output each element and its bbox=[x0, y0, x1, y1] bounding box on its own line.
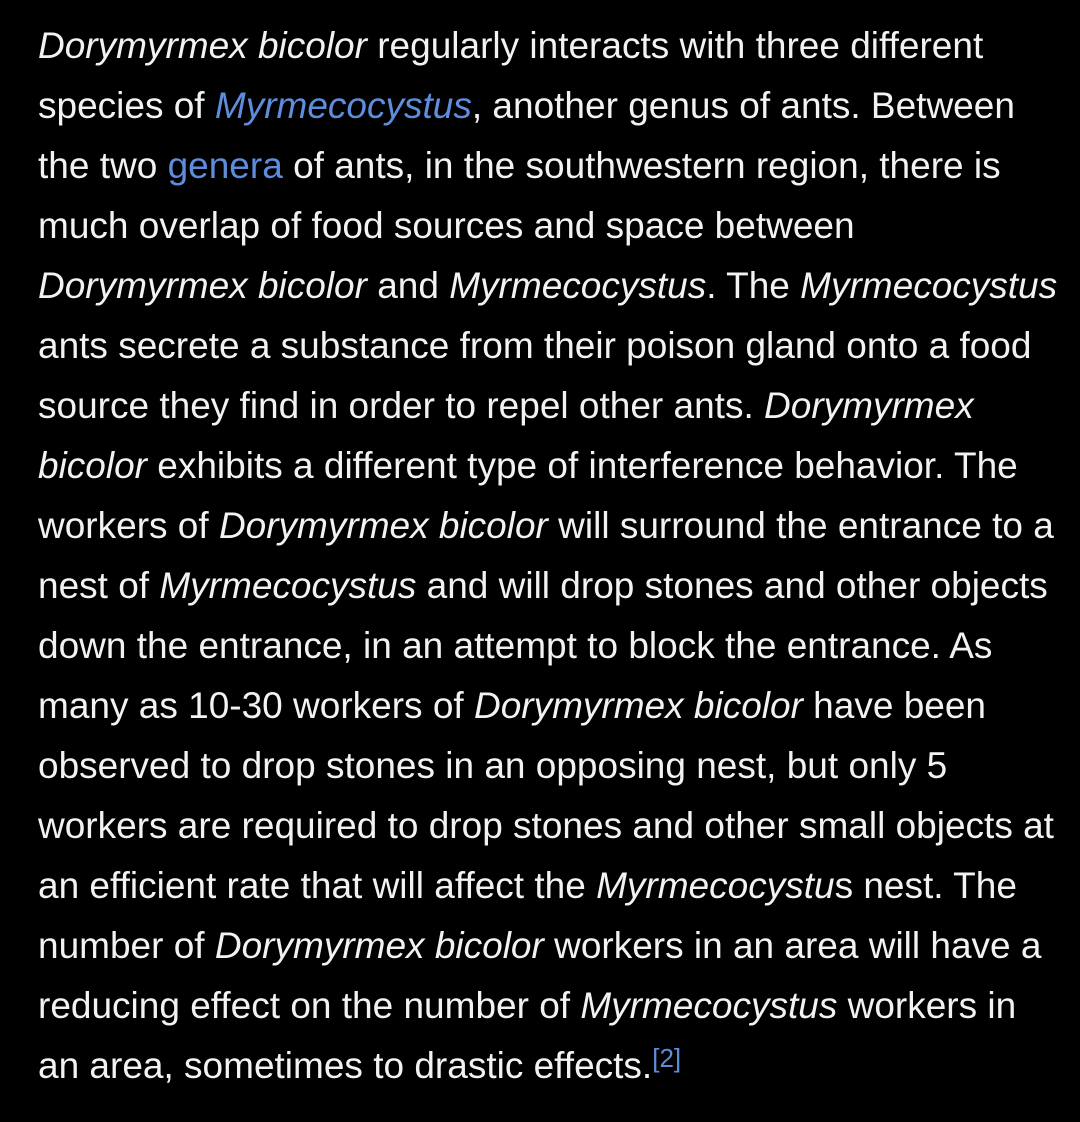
text-segment: nest of bbox=[38, 565, 160, 606]
reference-2-link[interactable]: [2] bbox=[652, 1043, 682, 1073]
text-segment: much overlap of food sources and space between bbox=[38, 205, 855, 246]
species-name: Myrmecocystu bbox=[596, 865, 835, 906]
species-name: Dorymyrmex bicolor bbox=[214, 925, 544, 966]
species-name: Dorymyrmex bicolor bbox=[473, 685, 803, 726]
text-line bbox=[38, 196, 1050, 256]
text-segment: of ants, in the southwestern region, there is bbox=[282, 145, 1001, 186]
text-line bbox=[38, 976, 1050, 1036]
species-name: Myrmecocystus bbox=[159, 565, 417, 606]
text-line bbox=[38, 16, 1050, 76]
text-line bbox=[38, 316, 1050, 376]
text-line bbox=[38, 616, 1050, 676]
text-line bbox=[38, 556, 1050, 616]
text-segment: . The bbox=[706, 265, 801, 306]
text-line bbox=[38, 376, 1050, 436]
text-segment: number of bbox=[38, 925, 215, 966]
text-segment: workers in bbox=[837, 985, 1017, 1026]
text-line bbox=[38, 76, 1050, 136]
text-segment: reducing effect on the number of bbox=[38, 985, 581, 1026]
text-segment: exhibits a different type of interference behavior. The bbox=[147, 445, 1018, 486]
species-name: Myrmecocystus bbox=[800, 265, 1058, 306]
species-name: Myrmecocystus bbox=[580, 985, 838, 1026]
text-segment: s nest. The bbox=[834, 865, 1017, 906]
text-segment: and bbox=[366, 265, 450, 306]
species-name: Myrmecocystus bbox=[449, 265, 707, 306]
text-segment: workers of bbox=[38, 505, 219, 546]
species-name: Dorymyrmex bicolor bbox=[218, 505, 548, 546]
text-line bbox=[38, 916, 1050, 976]
text-segment: workers are required to drop stones and other small objects at bbox=[38, 805, 1054, 846]
text-line bbox=[38, 796, 1054, 856]
text-segment: down the entrance, in an attempt to block the entrance. As bbox=[38, 625, 993, 666]
text-line bbox=[38, 436, 1050, 496]
text-segment: an area, sometimes to drastic effects. bbox=[38, 1045, 653, 1086]
species-name: Dorymyrmex bicolor bbox=[38, 25, 367, 66]
text-line bbox=[38, 256, 1058, 316]
text-segment: observed to drop stones in an opposing nest, but only 5 bbox=[38, 745, 948, 786]
text-segment: ants secrete a substance from their poison gland onto a food bbox=[38, 325, 1032, 366]
text-segment: , another genus of ants. Between bbox=[471, 85, 1015, 126]
text-line bbox=[38, 496, 1054, 556]
genera-link[interactable]: genera bbox=[167, 145, 283, 186]
text-line bbox=[38, 136, 1050, 196]
text-segment: regularly interacts with three different bbox=[366, 25, 984, 66]
species-name: Dorymyrmex bicolor bbox=[38, 265, 367, 306]
text-segment: and will drop stones and other objects bbox=[416, 565, 1048, 606]
text-segment: have been bbox=[802, 685, 987, 726]
text-line bbox=[38, 856, 1050, 916]
text-line bbox=[38, 676, 1050, 736]
species-name: bicolor bbox=[38, 445, 147, 486]
species-name: Dorymyrmex bbox=[764, 385, 974, 426]
text-segment: workers in an area will have a bbox=[543, 925, 1042, 966]
text-segment: an efficient rate that will affect the bbox=[38, 865, 597, 906]
text-segment: the two bbox=[38, 145, 168, 186]
myrmecocystus-link[interactable]: Myrmecocystus bbox=[214, 85, 472, 126]
text-segment: source they find in order to repel other ants. bbox=[38, 385, 765, 426]
text-segment: many as 10-30 workers of bbox=[38, 685, 474, 726]
text-segment: will surround the entrance to a bbox=[547, 505, 1054, 546]
text-segment: species of bbox=[38, 85, 215, 126]
text-line bbox=[38, 1036, 1050, 1096]
text-line bbox=[38, 736, 1050, 796]
